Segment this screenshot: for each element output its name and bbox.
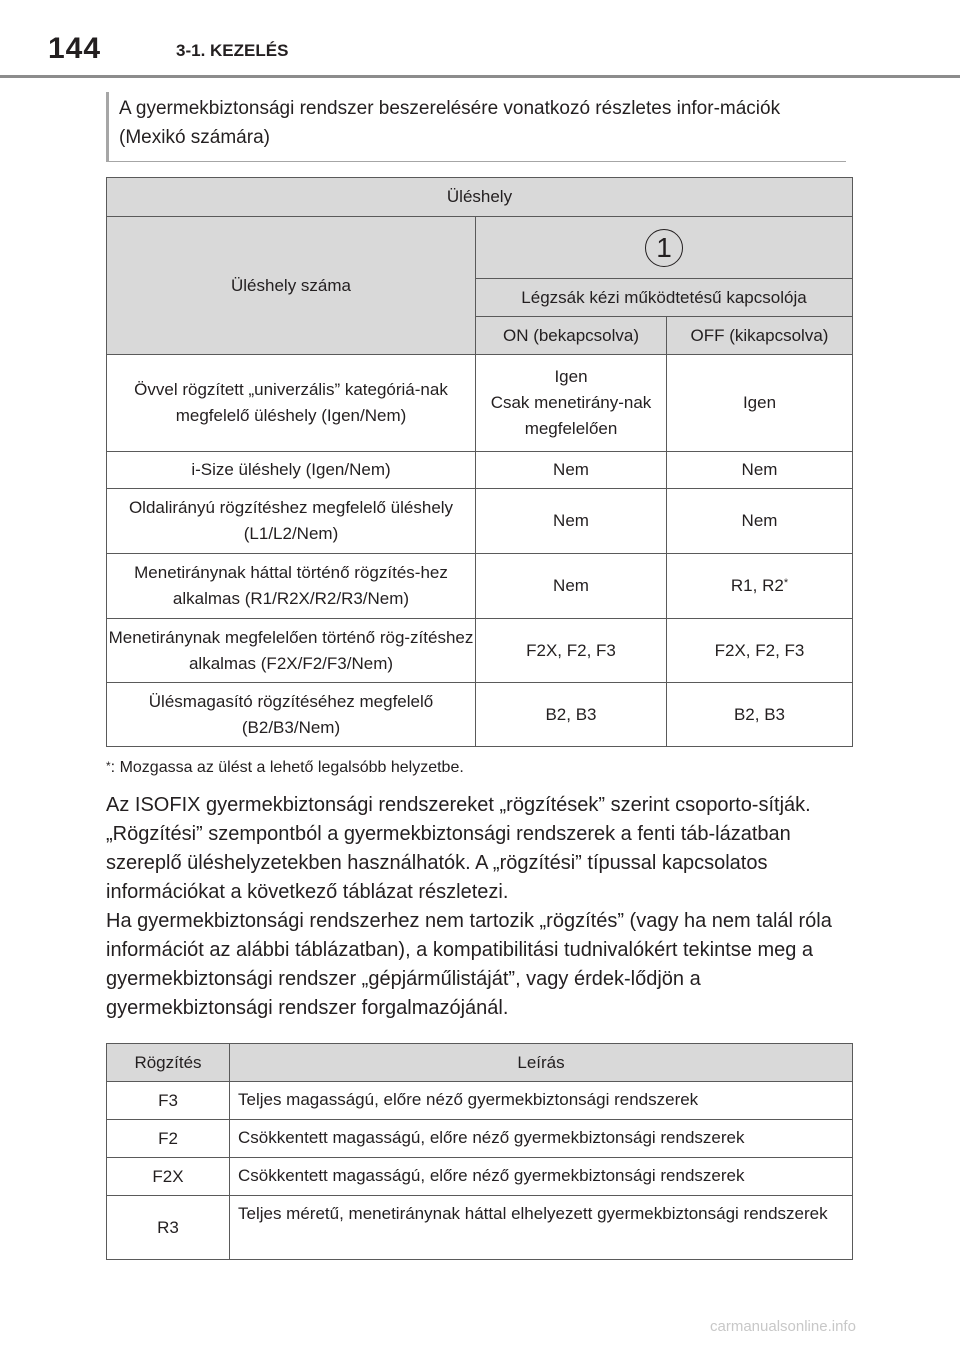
off-label: OFF (kikapcsolva) bbox=[667, 317, 853, 355]
paragraph-compatibility: Ha gyermekbiztonsági rendszerhez nem tartozik „rögzítés” (vagy ha nem talál róla információt az alábbi táblázatban), a kompatibilitási tudnivalókért tekintse meg a gyermekbiztonsági rendszer „gépjárműlistáját”, vagy érdek-lődjön a gyermekbiztonsági rendszer forgalmazójánál. bbox=[106, 910, 832, 1019]
table-row bbox=[107, 554, 853, 619]
fixture-desc: Csökkentett magasságú, előre néző gyermekbiztonsági rendszerek bbox=[230, 1158, 853, 1196]
row-on-value: Nem bbox=[476, 554, 667, 619]
row-label: Övvel rögzített „univerzális” kategóriá-nak megfelelő üléshely (Igen/Nem) bbox=[107, 355, 476, 452]
row-on-value bbox=[476, 355, 667, 452]
row-off-value: Nem bbox=[667, 489, 853, 554]
section-title: 3-1. KEZELÉS bbox=[176, 41, 289, 60]
on-label: ON (bekapcsolva) bbox=[476, 317, 667, 355]
fixture-header-code: Rögzítés bbox=[107, 1044, 230, 1082]
row-on-value: Nem bbox=[476, 452, 667, 489]
table-row bbox=[107, 1082, 853, 1120]
row-label: i-Size üléshely (Igen/Nem) bbox=[107, 452, 476, 489]
seat-number-cell bbox=[476, 217, 853, 279]
info-box-text: A gyermekbiztonsági rendszer beszerelésére vonatkozó részletes infor-mációk (Mexikó számára) bbox=[119, 98, 781, 148]
fixture-desc: Csökkentett magasságú, előre néző gyermekbiztonsági rendszerek bbox=[230, 1120, 853, 1158]
footnote-text: : Mozgassa az ülést a lehető legalsóbb helyzetbe. bbox=[110, 759, 464, 776]
table-row bbox=[107, 1158, 853, 1196]
table-row bbox=[107, 355, 853, 452]
fixture-desc: Teljes magasságú, előre néző gyermekbiztonsági rendszerek bbox=[230, 1082, 853, 1120]
info-box bbox=[106, 92, 846, 162]
fixture-code: F2 bbox=[107, 1120, 230, 1158]
seat-number-label: Üléshely száma bbox=[107, 217, 476, 355]
row-off-value: Igen bbox=[667, 355, 853, 452]
watermark: carmanualsonline.info bbox=[710, 1318, 856, 1335]
seat-table-title: Üléshely bbox=[107, 178, 853, 217]
header-divider bbox=[0, 75, 960, 78]
fixture-header-desc: Leírás bbox=[230, 1044, 853, 1082]
fixture-table bbox=[106, 1043, 853, 1260]
fixture-code: F2X bbox=[107, 1158, 230, 1196]
row-label: Menetiránynak háttal történő rögzítés-hez alkalmas (R1/R2X/R2/R3/Nem) bbox=[107, 554, 476, 619]
fixture-desc: Teljes méretű, menetiránynak háttal elhelyezett gyermekbiztonsági rendszerek bbox=[230, 1196, 853, 1260]
paragraph-isofix: Az ISOFIX gyermekbiztonsági rendszereket „rögzítések” szerint csoporto-sítják. „Rögzítési” szempontból a gyermekbiztonsági rendszerek a fenti táb-lázatban szereplő üléshelyzetekben használhatók. A „rögzítési” típussal kapcsolatos információkat a következő táblázat részletezi. bbox=[106, 794, 811, 903]
table-row bbox=[107, 619, 853, 683]
footnote-marker: * bbox=[783, 577, 789, 589]
seat-position-table bbox=[106, 177, 853, 747]
seat-number-circle: 1 bbox=[645, 229, 683, 267]
table-row bbox=[107, 1196, 853, 1260]
row-off-value: B2, B3 bbox=[667, 683, 853, 747]
footnote bbox=[106, 759, 464, 777]
row-off-text: R1, R2 bbox=[730, 576, 784, 595]
row-off-value bbox=[667, 554, 853, 619]
row-label: Menetiránynak megfelelően történő rög-zítéshez alkalmas (F2X/F2/F3/Nem) bbox=[107, 619, 476, 683]
row-off-value: Nem bbox=[667, 452, 853, 489]
fixture-code: R3 bbox=[107, 1196, 230, 1260]
table-row bbox=[107, 1120, 853, 1158]
row-on-value: F2X, F2, F3 bbox=[476, 619, 667, 683]
table-row bbox=[107, 489, 853, 554]
fixture-code: F3 bbox=[107, 1082, 230, 1120]
page-number: 144 bbox=[48, 32, 102, 65]
row-on-line2: Csak menetirány-nak megfelelően bbox=[490, 393, 652, 438]
table-row bbox=[107, 452, 853, 489]
table-row bbox=[107, 683, 853, 747]
row-label: Oldalirányú rögzítéshez megfelelő üléshely (L1/L2/Nem) bbox=[107, 489, 476, 554]
row-on-value: Nem bbox=[476, 489, 667, 554]
row-off-value: F2X, F2, F3 bbox=[667, 619, 853, 683]
row-label: Ülésmagasító rögzítéséhez megfelelő (B2/B3/Nem) bbox=[107, 683, 476, 747]
footnote-star: * bbox=[106, 759, 111, 773]
row-on-value: B2, B3 bbox=[476, 683, 667, 747]
page-header bbox=[0, 0, 960, 78]
row-on-line1: Igen bbox=[554, 367, 588, 386]
airbag-switch-label: Légzsák kézi működtetésű kapcsolója bbox=[476, 279, 853, 317]
